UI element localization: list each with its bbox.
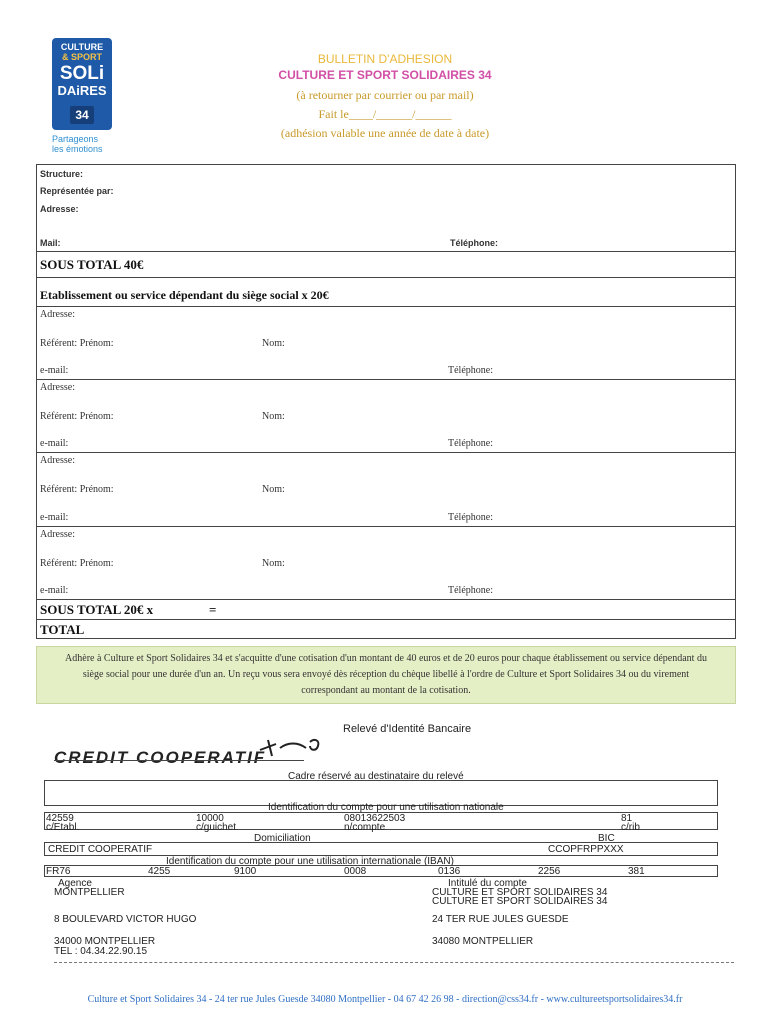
entry-referent-label: Référent: Prénom: xyxy=(40,411,114,422)
rib-bic-value: CCOPFRPPXXX xyxy=(548,844,624,855)
logo-line4: DAiRES xyxy=(57,83,107,98)
establishment-entry xyxy=(37,452,735,527)
membership-form xyxy=(36,164,736,639)
logo-line3: SOLi xyxy=(59,63,105,84)
establishment-entry xyxy=(37,379,735,453)
entry-referent-label: Référent: Prénom: xyxy=(40,484,114,495)
establishment-entry xyxy=(37,526,735,600)
rib-domiciliation-label: Domiciliation xyxy=(254,833,311,844)
rib-holder2: CULTURE ET SPORT SOLIDAIRES 34 xyxy=(432,896,608,907)
logo xyxy=(52,38,112,158)
rib-iban-box xyxy=(44,865,718,877)
logo-line5: 34 xyxy=(70,106,94,124)
rib-iban-part: FR76 xyxy=(46,866,71,877)
form-title: BULLETIN D'ADHESION xyxy=(317,52,453,66)
establishment-entry xyxy=(37,306,735,380)
total-row xyxy=(37,619,735,639)
logo-line2: & SPORT xyxy=(61,52,102,62)
rib-title: Relevé d'Identité Bancaire xyxy=(343,723,472,735)
logo-tagline2: les émotions xyxy=(52,144,103,154)
entry-phone-label: Téléphone: xyxy=(448,512,493,523)
rib-guichet-label: c/guichet xyxy=(196,822,237,833)
entry-address-label: Adresse: xyxy=(40,382,75,393)
rib-iban-part: 0136 xyxy=(438,866,461,877)
entry-phone-label: Téléphone: xyxy=(448,365,493,376)
logo-line1: CULTURE xyxy=(60,42,104,52)
membership-notice: Adhère à Culture et Sport Solidaires 34 et s'acquitte d'une cotisation d'un montant de 40 euros et de 20 euros pour chaque établissement ou service dépendant du siège social pour une durée d'un an. Un reçu vous sera envoyé dès réception du chèque libellé à l'ordre de Culture et Sport Solidaires 34 ou du virement correspondant au montant de la cotisation. xyxy=(36,646,736,704)
rib-iban-part: 381 xyxy=(628,866,645,877)
footer-contact: Culture et Sport Solidaires 34 - 24 ter rue Jules Guesde 34080 Montpellier - 04 67 42 26 98 - direction@css34.fr - www.cultureetsportsolidaires34.fr xyxy=(87,994,683,1005)
entry-name-label: Nom: xyxy=(262,338,285,349)
rib-agence: MONTPELLIER xyxy=(54,887,125,898)
establishments-heading: Etablissement ou service dépendant du siège social x 20€ xyxy=(40,288,329,302)
bank-logo: CREDIT COOPERATIF xyxy=(54,748,267,767)
entry-phone-label: Téléphone: xyxy=(448,585,493,596)
rib-iban-part: 0008 xyxy=(344,866,367,877)
rib-holder-address2: 34080 MONTPELLIER xyxy=(432,936,534,947)
rib-bank-name: CREDIT COOPERATIF xyxy=(48,844,153,855)
entry-name-label: Nom: xyxy=(262,484,285,495)
rib-compte-label: n/compte xyxy=(344,822,386,833)
rib-cut-line xyxy=(54,962,734,963)
structure-label: Structure: xyxy=(40,169,84,179)
rib-holder-label: Intitulé du compte xyxy=(448,878,527,889)
rib-bank-address1: 8 BOULEVARD VICTOR HUGO xyxy=(54,914,197,925)
rib-agence-label: Agence xyxy=(58,878,92,889)
entry-email-label: e-mail: xyxy=(40,585,69,596)
subtotal-row xyxy=(37,251,735,278)
rib-underline xyxy=(54,760,304,761)
entry-name-label: Nom: xyxy=(262,558,285,569)
logo-badge xyxy=(52,38,112,130)
establishments-heading-row xyxy=(37,282,735,307)
entry-email-label: e-mail: xyxy=(40,438,69,449)
rib-reserved: Cadre réservé au destinataire du relevé xyxy=(288,771,464,782)
rib-key-label: c/rib xyxy=(621,822,640,833)
bank-emblem-icon xyxy=(258,736,328,762)
entry-phone-label: Téléphone: xyxy=(448,438,493,449)
rib-guichet-value: 10000 xyxy=(196,813,224,824)
bank-details xyxy=(36,718,736,968)
entry-email-label: e-mail: xyxy=(40,512,69,523)
rib-iban-part: 4255 xyxy=(148,866,171,877)
rib-bic-label: BIC xyxy=(598,833,615,844)
organization-name: CULTURE ET SPORT SOLIDAIRES 34 xyxy=(278,68,492,82)
phone-label: Téléphone: xyxy=(450,238,499,248)
structure-section xyxy=(37,165,735,252)
rib-etab-label: c/Etabl. xyxy=(46,822,80,833)
entry-address-label: Adresse: xyxy=(40,455,75,466)
subtotal-main: SOUS TOTAL 40€ xyxy=(40,257,144,272)
entry-address-label: Adresse: xyxy=(40,529,75,540)
rib-holder-address1: 24 TER RUE JULES GUESDE xyxy=(432,914,569,925)
logo-tagline1: Partageons xyxy=(52,134,99,144)
rib-bank-tel: TEL : 04.34.22.90.15 xyxy=(54,946,148,957)
rib-national-label: Identification du compte pour une utilisation nationale xyxy=(268,802,504,813)
subtotal-establishments: SOUS TOTAL 20€ x xyxy=(40,602,154,617)
entry-referent-label: Référent: Prénom: xyxy=(40,558,114,569)
rib-holder1: CULTURE ET SPORT SOLIDAIRES 34 xyxy=(432,887,608,898)
date-line: Fait le____/______/______ xyxy=(318,107,452,121)
logo-tagline xyxy=(52,134,122,154)
represented-label: Représentée par: xyxy=(40,186,114,196)
equals-sign: = xyxy=(209,602,217,617)
entry-name-label: Nom: xyxy=(262,411,285,422)
rib-compte-value: 08013622503 xyxy=(344,813,406,824)
entry-address-label: Adresse: xyxy=(40,309,75,320)
entry-email-label: e-mail: xyxy=(40,365,69,376)
rib-iban-part: 2256 xyxy=(538,866,561,877)
rib-international-label: Identification du compte pour une utilisation internationale (IBAN) xyxy=(166,856,454,867)
address-label: Adresse: xyxy=(40,204,79,214)
rib-etab-value: 42559 xyxy=(46,813,74,824)
subtotal-establishments-row xyxy=(37,599,735,620)
mail-label: Mail: xyxy=(40,238,61,248)
rib-key-value: 81 xyxy=(621,813,633,824)
total-label: TOTAL xyxy=(40,622,85,637)
rib-bank-address2: 34000 MONTPELLIER xyxy=(54,936,156,947)
validity-note: (adhésion valable une année de date à date) xyxy=(280,126,490,140)
return-instructions: (à retourner par courrier ou par mail) xyxy=(296,88,474,102)
entry-referent-label: Référent: Prénom: xyxy=(40,338,114,349)
rib-iban-part: 9100 xyxy=(234,866,257,877)
